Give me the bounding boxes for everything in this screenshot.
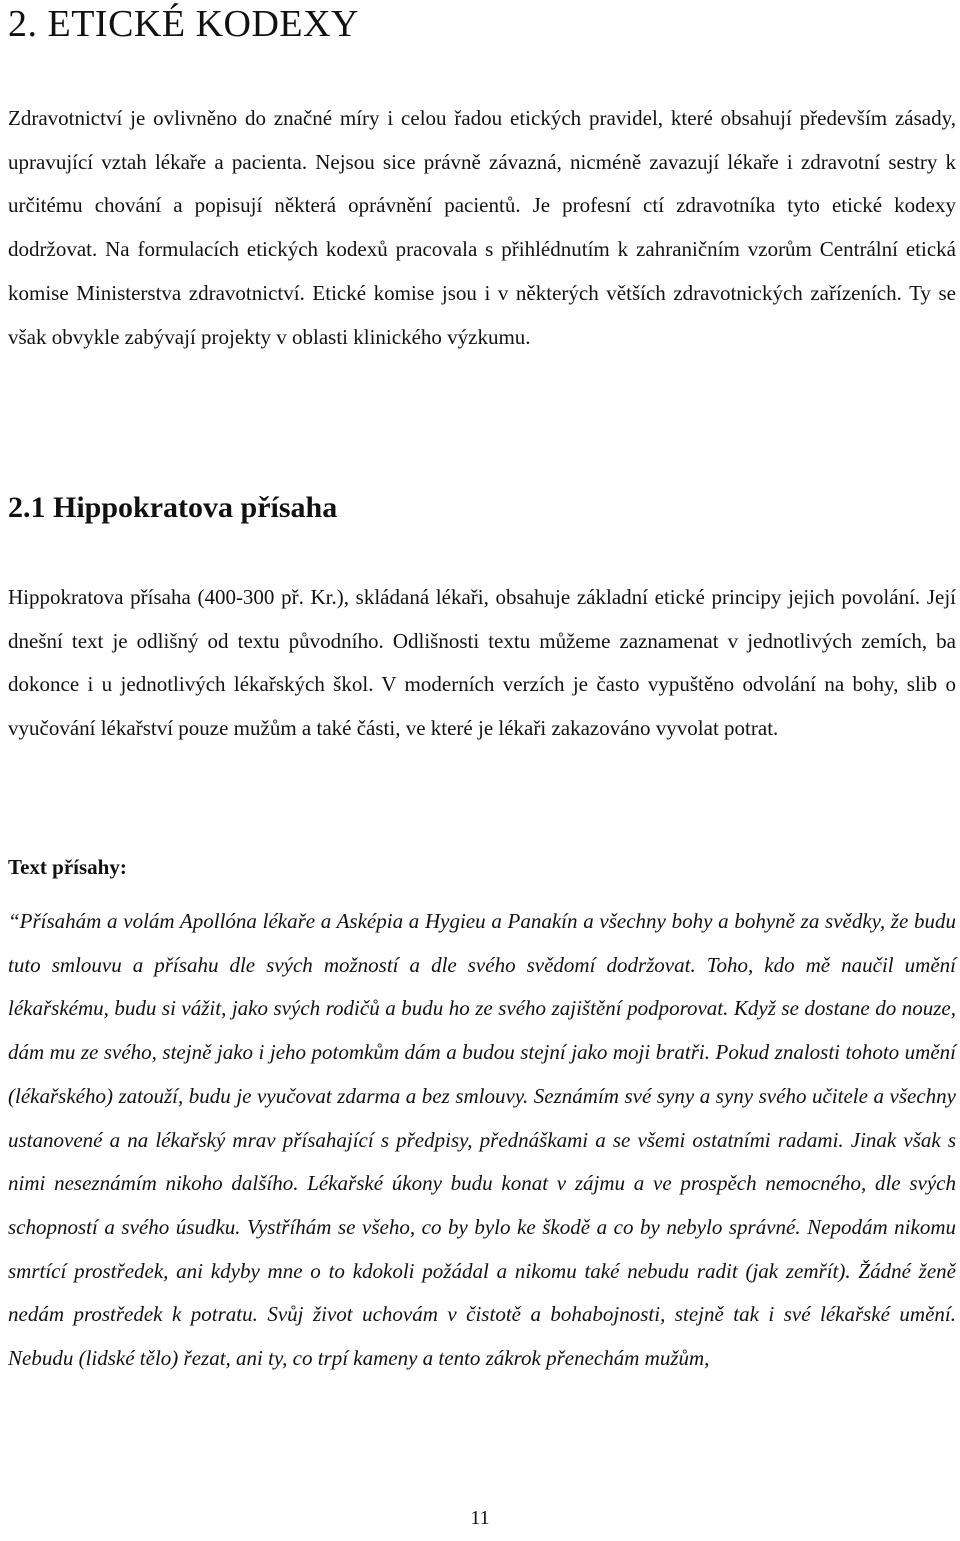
oath-heading: Text přísahy: — [8, 855, 127, 879]
section-title: 2. ETICKÉ KODEXY — [8, 3, 360, 45]
subsection-paragraph: Hippokratova přísaha (400-300 př. Kr.), skládaná lékaři, obsahuje základní etické principy jejich povolání. Její dnešní text je odlišný od textu původního. Odlišnosti textu můžeme zaznamenat v jednotlivých zemích, ba dokonce i u jednotlivých lékařských škol. V moderních verzích je často vypuštěno odvolání na bohy, slib o vyučování lékařství pouze mužům a také části, ve které je lékaři zakazováno vyvolat potrat. — [8, 585, 956, 741]
oath-text: “Přísahám a volám Apollóna lékaře a Asképia a Hygieu a Panakín a všechny bohy a bohyně za svědky, že budu tuto smlouvu a přísahu dle svých možností a dle svého svědomí dodržovat. Toho, kdo mě naučil umění lékařskému, budu si vážit, jako svých rodičů a budu ho ze svého zajištění podporovat. Když se dostane do nouze, dám mu ze svého, stejně jako i jeho potomkům dám a budou stejní jako moji bratři. Pokud znalosti tohoto umění (lékařského) zatouží, budu je vyučovat zdarma a bez smlouvy. Seznámím své syny a syny svého učitele a všechny ustanovené a na lékařský mrav přísahající s předpisy, přednáškami a se všemi ostatními radami. Jinak však s nimi neseznámím nikoho dalšího. Lékařské úkony budu konat v zájmu a ve prospěch nemocného, dle svých schopností a svého úsudku. Vystříhám se všeho, co by bylo ke škodě a co by nebylo správné. Nepodám nikomu smrtící prostředek, ani kdyby mne o to kdokoli požádal a nikomu také nebudu radit (jak zemřít). Žádné ženě nedám prostředek k potratu. Svůj život uchovám v čistotě a bohabojnosti, stejně tak i své lékařské umění. Nebudu (lidské tělo) řezat, ani ty, co trpí kameny a tento zákrok přenechám mužům, — [8, 909, 956, 1371]
intro-paragraph: Zdravotnictví je ovlivněno do značné míry i celou řadou etických pravidel, které obsahují především zásady, upravující vztah lékaře a pacienta. Nejsou sice právně závazná, nicméně zavazují lékaře i zdravotní sestry k určitému chování a popisují některá oprávnění pacientů. Je profesní ctí zdravotníka tyto etické kodexy dodržovat. Na formulacích etických kodexů pracovala s přihlédnutím k zahraničním vzorům Centrální etická komise Ministerstva zdravotnictví. Etické komise jsou i v některých větších zdravotnických zařízeních. Ty se však obvykle zabývají projekty v oblasti klinického výzkumu. — [8, 106, 956, 349]
subsection-title: 2.1 Hippokratova přísaha — [8, 491, 338, 524]
page-number: 11 — [470, 1507, 490, 1529]
